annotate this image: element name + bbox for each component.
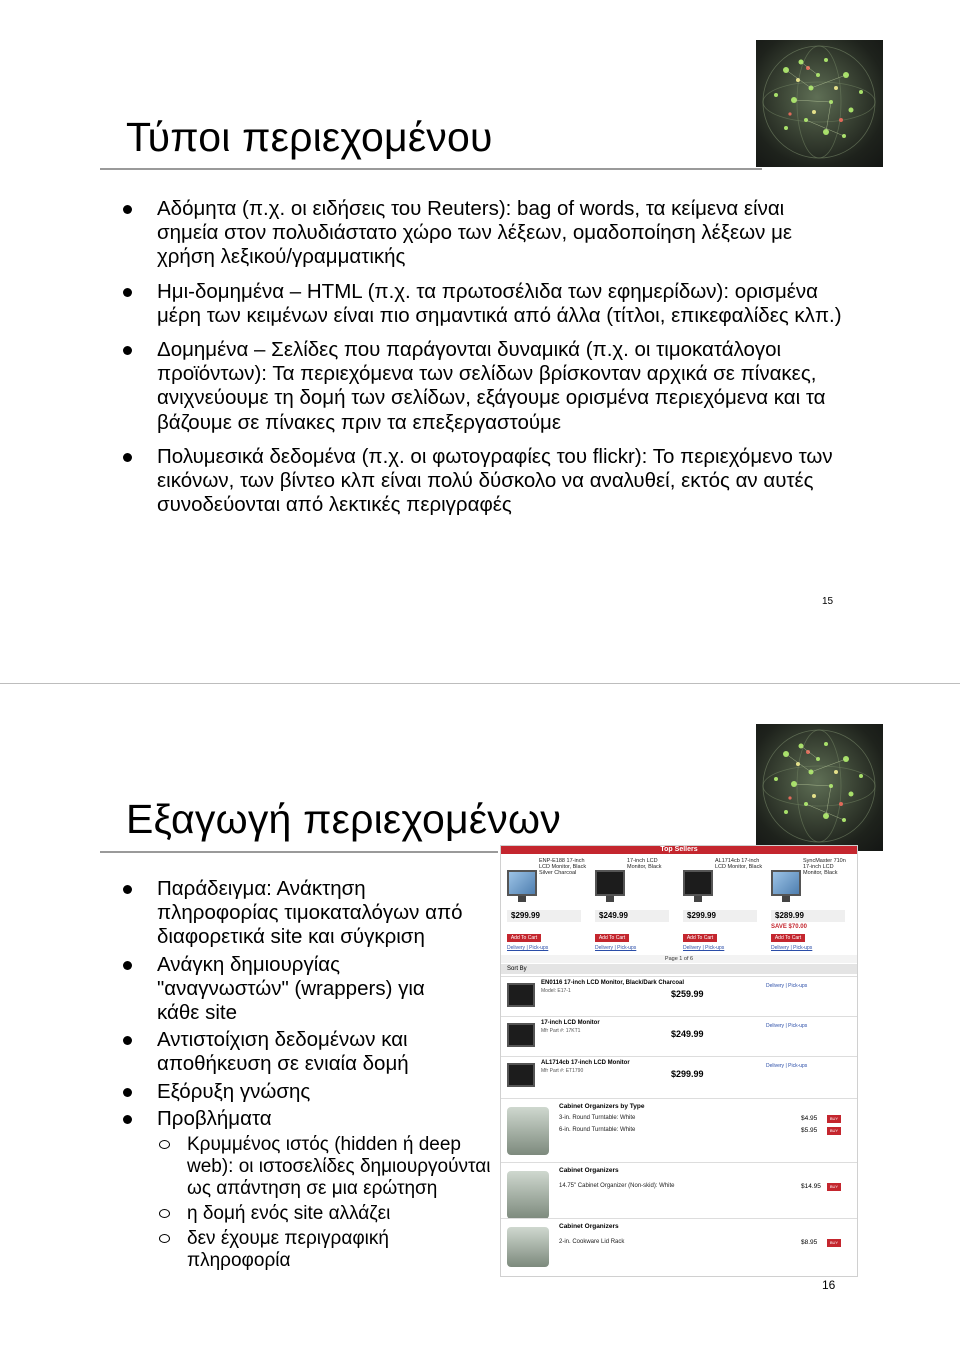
organizer-line[interactable]: 6-in. Round Turntable: White [559, 1127, 636, 1133]
sort-bar[interactable]: Sort By [501, 964, 857, 974]
organizer-price: $4.95 [801, 1115, 818, 1122]
globe-network-icon [756, 724, 883, 851]
add-to-cart-button[interactable]: Add To Cart [507, 934, 541, 942]
slide-title: Τύποι περιεχομένου [126, 114, 493, 160]
monitor-stand [782, 896, 790, 902]
product-card [591, 856, 676, 971]
add-to-cart-button[interactable]: Add To Cart [595, 934, 629, 942]
product-name[interactable]: SyncMaster 710n 17-inch LCD Monitor, Black [803, 858, 846, 876]
delivery-link[interactable]: Delivery | Pick-ups [683, 945, 725, 951]
add-to-cart-button[interactable]: Add To Cart [683, 934, 717, 942]
organizer-heading: Cabinet Organizers [559, 1167, 619, 1174]
bullet-dot-icon [123, 885, 132, 894]
bullet-text: Εξόρυξη γνώσης [157, 1079, 311, 1103]
bullet-item [157, 1107, 497, 1272]
globe-network-icon [756, 40, 883, 167]
organizer-price: $8.95 [801, 1239, 818, 1246]
monitor-image [507, 983, 535, 1007]
row-product-name[interactable]: 17-inch LCD Monitor [541, 1020, 600, 1026]
buy-button[interactable]: BUY [827, 1127, 841, 1135]
organizer-price: $14.95 [801, 1183, 821, 1190]
list-row [501, 976, 857, 1017]
organizer-price: $5.95 [801, 1127, 818, 1134]
product-card [679, 856, 764, 971]
row-meta: Mfr Part #: 17KT1 [541, 1028, 581, 1034]
organizer-heading: Cabinet Organizers by Type [559, 1103, 645, 1110]
organizer-line[interactable]: 2-in. Cookware Lid Rack [559, 1239, 625, 1245]
product-name[interactable]: 17-inch LCD Monitor, Black [627, 858, 662, 870]
row-price: $249.99 [671, 1029, 704, 1039]
sub-bullet-text: η δομή ενός site αλλάζει [187, 1203, 391, 1225]
bullet-dot-icon [123, 453, 132, 462]
slide-15 [0, 0, 960, 683]
organizer-image [507, 1107, 549, 1155]
bullet-list [157, 197, 847, 517]
product-card [767, 856, 852, 971]
row-link[interactable]: Delivery | Pick-ups [766, 1023, 808, 1029]
organizer-line[interactable]: 3-in. Round Turntable: White [559, 1115, 636, 1121]
bullet-item [157, 877, 492, 950]
bullet-text: Παράδειγμα: Ανάκτηση πληροφορίας τιμοκαταλόγων από διαφορετικά site και σύγκριση [157, 877, 463, 949]
organizer-image [507, 1227, 549, 1267]
monitor-image [595, 870, 625, 896]
row-link[interactable]: Delivery | Pick-ups [766, 983, 808, 989]
page-number: 16 [822, 1278, 836, 1292]
delivery-link[interactable]: Delivery | Pick-ups [771, 945, 813, 951]
savings-label: SAVE $70.00 [771, 924, 807, 930]
buy-button[interactable]: BUY [827, 1183, 841, 1191]
sub-bullet-text: δεν έχουμε περιγραφική πληροφορία [187, 1228, 389, 1272]
buy-button[interactable]: BUY [827, 1115, 841, 1123]
product-price: $249.99 [595, 910, 669, 922]
hollow-bullet-icon [159, 1209, 170, 1218]
bullet-list [157, 877, 497, 1272]
product-name[interactable]: AL1714cb 17-inch LCD Monitor, Black [715, 858, 763, 870]
product-card [503, 856, 588, 971]
row-link[interactable]: Delivery | Pick-ups [766, 1063, 808, 1069]
bullet-text: Πολυμεσικά δεδομένα (π.χ. οι φωτογραφίες του flickr): Το περιεχόμενο των εικόνων, των βίντεο κλπ είναι πολύ δύσκολο να αναλυθεί, εκτός αν αυτές συνοδεύονται από λεκτικές περιγραφές [157, 444, 833, 517]
monitor-image [507, 870, 537, 896]
list-row [501, 1056, 857, 1097]
row-price: $259.99 [671, 989, 704, 999]
product-price: $299.99 [683, 910, 757, 922]
title-underline [100, 851, 498, 853]
sub-bullet-item [187, 1203, 492, 1225]
bullet-dot-icon [123, 1088, 132, 1097]
monitor-image [683, 870, 713, 896]
page-number: 15 [822, 596, 834, 607]
bullet-text: Προβλήματα [157, 1106, 272, 1130]
product-name[interactable]: ENP-E188 17-inch LCD Monitor, Black Silver Charcoal [539, 858, 587, 876]
buy-button[interactable]: BUY [827, 1239, 841, 1247]
row-meta: Mfr Part #: ET1790 [541, 1068, 584, 1074]
title-underline [100, 168, 762, 170]
bullet-dot-icon [123, 1036, 132, 1045]
row-price: $299.99 [671, 1069, 704, 1079]
monitor-stand [518, 896, 526, 902]
monitor-image [507, 1023, 535, 1047]
organizer-block [501, 1098, 857, 1163]
row-product-name[interactable]: EN0116 17-inch LCD Monitor, Black/Dark Charcoal [541, 980, 685, 986]
product-price: $289.99 [771, 910, 845, 922]
row-product-name[interactable]: AL1714cb 17-inch LCD Monitor [541, 1060, 630, 1066]
product-price: $299.99 [507, 910, 581, 922]
bullet-dot-icon [123, 205, 132, 214]
delivery-link[interactable]: Delivery | Pick-ups [595, 945, 637, 951]
organizer-image [507, 1171, 549, 1219]
top-sellers-bar: Top Sellers [501, 846, 857, 854]
bullet-dot-icon [123, 1115, 132, 1124]
bullet-text: Ανάγκη δημιουργίας "αναγνωστών" (wrappers) για κάθε site [157, 952, 425, 1025]
organizer-heading: Cabinet Organizers [559, 1223, 619, 1230]
delivery-link[interactable]: Delivery | Pick-ups [507, 945, 549, 951]
bullet-text: Αδόμητα (π.χ. οι ειδήσεις του Reuters): bag of words, τα κείμενα είναι σημεία στον πολυδιάστατο χώρο των λέξεων, ομαδοποίηση λέξεων με χρήση λεξικού/γραμματικής [157, 197, 793, 269]
sub-bullet-list [157, 1134, 492, 1272]
monitor-image [507, 1063, 535, 1087]
slide-16 [0, 684, 960, 1367]
pagination[interactable]: Page 1 of 6 [501, 955, 857, 963]
bullet-item [157, 445, 847, 518]
bullet-item [157, 1080, 497, 1104]
bullet-dot-icon [123, 346, 132, 355]
organizer-line[interactable]: 14.75" Cabinet Organizer (Non-skid): White [559, 1183, 675, 1189]
row-meta: Model: E17-1 [541, 988, 571, 994]
bullet-item [157, 1028, 447, 1076]
monitor-image [771, 870, 801, 896]
list-row [501, 1016, 857, 1057]
organizer-block [501, 1218, 857, 1277]
sub-bullet-item [187, 1228, 417, 1272]
slide-title: Εξαγωγή περιεχομένων [126, 796, 561, 842]
bullet-item [157, 197, 847, 270]
monitor-stand [694, 896, 702, 902]
sub-bullet-text: Κρυμμένος ιστός (hidden ή deep web): οι ιστοσελίδες δημιουργούνται ως απάντηση σε μια ερώτηση [187, 1134, 491, 1200]
sub-bullet-item [187, 1134, 492, 1200]
bullet-dot-icon [123, 961, 132, 970]
shopping-site-screenshot [500, 845, 858, 1277]
add-to-cart-button[interactable]: Add To Cart [771, 934, 805, 942]
bullet-item [157, 280, 847, 328]
bullet-item [157, 338, 847, 435]
hollow-bullet-icon [159, 1234, 170, 1243]
bullet-item [157, 953, 457, 1026]
hollow-bullet-icon [159, 1140, 170, 1149]
monitor-stand [606, 896, 614, 902]
bullet-text: Ημι-δομημένα – HTML (π.χ. τα πρωτοσέλιδα των εφημερίδων): ορισμένα μέρη των κειμένων είναι πιο σημαντικά από άλλα (τίτλοι, επικεφαλίδες κλπ.) [157, 279, 842, 327]
bullet-dot-icon [123, 288, 132, 297]
bullet-text: Αντιστοίχιση δεδομένων και αποθήκευση σε ενιαία δομή [157, 1028, 409, 1076]
bullet-text: Δομημένα – Σελίδες που παράγονται δυναμικά (π.χ. οι τιμοκατάλογοι προϊόντων): Τα περιεχόμενα των σελίδων βρίσκονταν αρχικά σε πίνακες, ανιχνεύουμε τη δομή των σελίδων, εξάγουμε ορισμένα περιεχόμενα και τα βάζουμε σε πίνακες πριν τα επεξεργαστούμε [157, 338, 826, 434]
